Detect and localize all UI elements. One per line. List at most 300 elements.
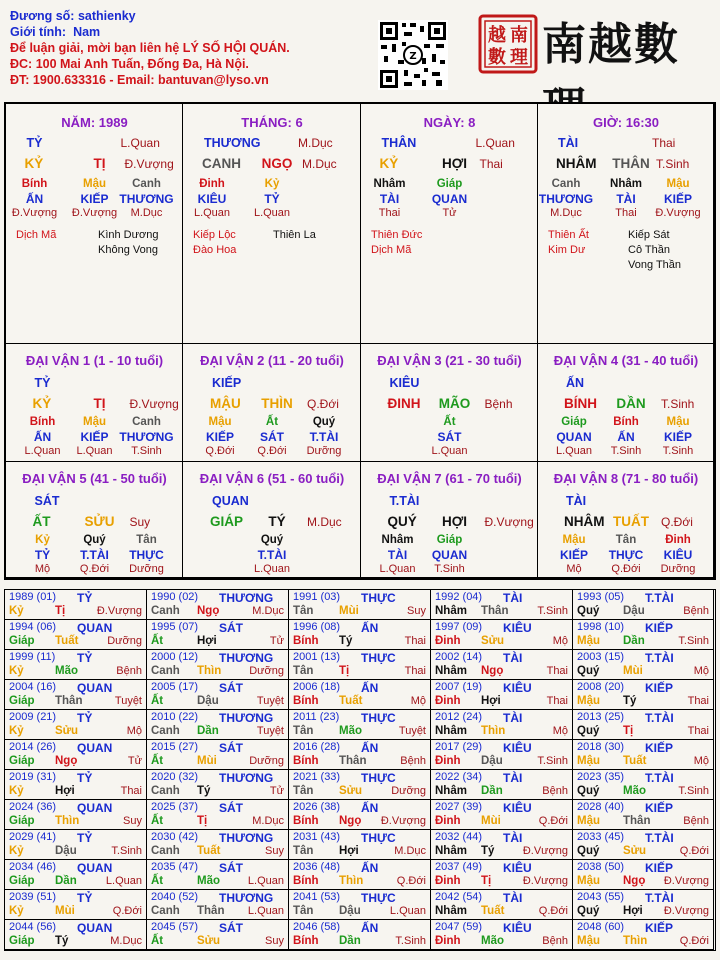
luck-god: QUAN bbox=[212, 494, 249, 508]
year-label: 2003 (15) bbox=[577, 651, 625, 663]
year-god: TỶ bbox=[77, 711, 93, 725]
year-stage: Mộ bbox=[126, 725, 142, 737]
luck-branch: TUẤT bbox=[613, 514, 649, 529]
year-stem: Kỷ bbox=[9, 665, 24, 677]
year-label: 2036 (48) bbox=[293, 861, 341, 873]
year-cell bbox=[147, 770, 289, 800]
hidden-god: ẤN bbox=[25, 192, 44, 206]
year-stage: Đ.Vượng bbox=[380, 815, 426, 827]
star-left: Kiếp Lộc bbox=[193, 229, 236, 241]
year-stage: M.Dục bbox=[394, 845, 426, 857]
year-god: T.TÀI bbox=[645, 891, 674, 905]
year-label: 2030 (42) bbox=[151, 831, 199, 843]
year-stem: Mậu bbox=[577, 755, 600, 767]
year-stage: Đ.Vượng bbox=[96, 605, 142, 617]
year-label: 1997 (09) bbox=[435, 621, 483, 633]
year-stem: Kỷ bbox=[9, 785, 24, 797]
luck-branch: TỊ bbox=[93, 396, 106, 411]
year-label: 1996 (08) bbox=[293, 621, 341, 633]
year-branch: Dậu bbox=[55, 845, 77, 857]
year-stem: Tân bbox=[293, 905, 314, 917]
year-branch: Dậu bbox=[197, 695, 219, 707]
pillar-branch: HỢI bbox=[441, 156, 468, 171]
year-branch: Dậu bbox=[481, 755, 503, 767]
phone-email-line: ĐT: 1900.633316 - Email: bantuvan@lyso.vn bbox=[10, 73, 269, 87]
hidden-god: KIẾP bbox=[80, 192, 109, 206]
luck-state: Bệnh bbox=[484, 397, 513, 411]
year-cell bbox=[289, 590, 431, 620]
pillar-state: M.Dục bbox=[302, 157, 337, 171]
year-stem: Bính bbox=[293, 755, 319, 767]
luck-stem: KỶ bbox=[32, 396, 52, 411]
year-cell bbox=[289, 710, 431, 740]
luck-hidden-stage: T.Sinh bbox=[610, 445, 642, 457]
luck-hidden-stem: Giáp bbox=[561, 416, 587, 428]
year-god: KIÊU bbox=[503, 861, 532, 875]
year-cell bbox=[5, 740, 147, 770]
year-god: SÁT bbox=[219, 861, 243, 875]
gender-value: Nam bbox=[73, 25, 101, 39]
year-cell bbox=[431, 920, 573, 950]
year-cell bbox=[431, 740, 573, 770]
year-god: TÀI bbox=[503, 711, 523, 725]
year-label: 2048 (60) bbox=[577, 921, 625, 933]
pillar-state: T.Sinh bbox=[656, 157, 690, 171]
year-branch: Mùi bbox=[55, 905, 75, 917]
luck-hidden-god: TÀI bbox=[387, 548, 408, 562]
year-stage: Thai bbox=[404, 665, 426, 677]
year-stage: Tử bbox=[269, 635, 284, 647]
year-stage: Dưỡng bbox=[107, 635, 142, 647]
hidden-stem: Canh bbox=[551, 178, 581, 190]
year-god: SÁT bbox=[219, 801, 243, 815]
year-stage: T.Sinh bbox=[678, 785, 709, 797]
year-god: ẤN bbox=[361, 741, 379, 755]
luck-god: TỶ bbox=[34, 376, 51, 390]
year-label: 2019 (31) bbox=[9, 771, 57, 783]
year-label: 2015 (27) bbox=[151, 741, 199, 753]
year-stage: Đ.Vượng bbox=[663, 905, 709, 917]
year-god: T.TÀI bbox=[645, 651, 674, 665]
address-line: ĐC: 100 Mai Anh Tuấn, Đống Đa, Hà Nội. bbox=[10, 57, 249, 71]
year-stem: Quý bbox=[577, 845, 600, 857]
luck-state: Đ.Vượng bbox=[484, 515, 534, 529]
year-stage: T.Sinh bbox=[395, 935, 426, 947]
chart-grid bbox=[4, 102, 716, 580]
year-god: QUAN bbox=[77, 621, 113, 635]
year-stem: Ất bbox=[151, 635, 164, 647]
year-stage: Tuyệt bbox=[256, 695, 284, 707]
year-stem: Canh bbox=[151, 665, 180, 677]
year-stage: T.Sinh bbox=[537, 755, 568, 767]
year-label: 2045 (57) bbox=[151, 921, 199, 933]
luck-cell bbox=[361, 344, 538, 462]
year-branch: Dần bbox=[623, 635, 645, 647]
year-stem: Canh bbox=[151, 725, 180, 737]
year-god: T.TÀI bbox=[645, 771, 674, 785]
year-branch: Hợi bbox=[623, 905, 643, 917]
hidden-stem: Bính bbox=[21, 178, 48, 190]
year-cell bbox=[5, 680, 147, 710]
luck-state: Suy bbox=[129, 515, 151, 529]
yearly-table bbox=[4, 589, 716, 951]
year-branch: Thân bbox=[197, 905, 225, 917]
year-stage: T.Sinh bbox=[111, 845, 142, 857]
year-stage: Thai bbox=[404, 635, 426, 647]
luck-god: T.TÀI bbox=[389, 494, 420, 508]
year-cell bbox=[147, 830, 289, 860]
year-god: KIÊU bbox=[503, 681, 532, 695]
year-god: T.TÀI bbox=[645, 831, 674, 845]
year-branch: Sửu bbox=[55, 725, 79, 737]
year-branch: Dần bbox=[481, 785, 503, 797]
year-stem: Đinh bbox=[435, 935, 461, 947]
year-stage: Bệnh bbox=[683, 605, 709, 617]
luck-hidden-stage: Q.Đới bbox=[611, 563, 641, 575]
year-label: 2017 (29) bbox=[435, 741, 483, 753]
hidden-god: TÀI bbox=[616, 192, 636, 206]
year-god: TÀI bbox=[503, 591, 523, 605]
year-branch: Tuất bbox=[481, 905, 505, 917]
year-cell bbox=[289, 860, 431, 890]
year-branch: Mão bbox=[481, 935, 504, 947]
year-stem: Tân bbox=[293, 845, 314, 857]
luck-state: M.Dục bbox=[307, 515, 342, 529]
year-cell bbox=[289, 920, 431, 950]
year-stage: Đ.Vượng bbox=[663, 875, 709, 887]
year-god: THƯƠNG bbox=[219, 891, 274, 905]
year-cell bbox=[5, 830, 147, 860]
year-cell bbox=[289, 620, 431, 650]
year-label: 1990 (02) bbox=[151, 591, 199, 603]
pillar-cell bbox=[6, 104, 183, 344]
hidden-god: KIÊU bbox=[197, 192, 227, 206]
year-stem: Nhâm bbox=[435, 785, 467, 797]
year-cell bbox=[147, 890, 289, 920]
year-god: THỰC bbox=[361, 651, 396, 665]
year-label: 2022 (34) bbox=[435, 771, 483, 783]
year-god: TỶ bbox=[77, 651, 93, 665]
year-label: 2013 (25) bbox=[577, 711, 625, 723]
year-stage: Tử bbox=[127, 755, 142, 767]
luck-hidden-god: SÁT bbox=[437, 430, 462, 444]
year-label: 2007 (19) bbox=[435, 681, 483, 693]
year-cell bbox=[431, 620, 573, 650]
year-branch: Hợi bbox=[55, 785, 75, 797]
hidden-stage: Đ.Vượng bbox=[655, 207, 701, 219]
year-branch: Hợi bbox=[481, 695, 501, 707]
year-branch: Mão bbox=[339, 725, 362, 737]
year-stem: Kỷ bbox=[9, 725, 24, 737]
luck-stem: ĐINH bbox=[387, 396, 421, 411]
year-god: TỶ bbox=[77, 591, 93, 605]
luck-hidden-stage: Dưỡng bbox=[660, 563, 696, 575]
year-god: THỰC bbox=[361, 711, 396, 725]
year-branch: Ngọ bbox=[623, 875, 646, 887]
pillar-stem: KỶ bbox=[24, 156, 44, 171]
year-cell bbox=[289, 830, 431, 860]
year-stem: Bính bbox=[293, 695, 319, 707]
hidden-god: TỶ bbox=[264, 192, 280, 206]
year-cell bbox=[573, 830, 714, 860]
year-god: KIÊU bbox=[503, 801, 532, 815]
hidden-stage: L.Quan bbox=[253, 207, 291, 219]
year-branch: Tị bbox=[55, 605, 66, 617]
luck-god: KIẾP bbox=[212, 376, 242, 390]
pillar-cell bbox=[361, 104, 538, 344]
year-stem: Kỷ bbox=[9, 605, 24, 617]
year-stage: Thai bbox=[546, 695, 568, 707]
year-label: 2016 (28) bbox=[293, 741, 341, 753]
year-label: 2023 (35) bbox=[577, 771, 625, 783]
year-cell bbox=[573, 740, 714, 770]
luck-god: SÁT bbox=[34, 494, 60, 508]
star-right: Cô Thần bbox=[628, 244, 670, 256]
year-god: SÁT bbox=[219, 621, 243, 635]
luck-hidden-god: QUAN bbox=[431, 548, 468, 562]
year-label: 2005 (17) bbox=[151, 681, 199, 693]
year-branch: Mùi bbox=[481, 815, 501, 827]
year-cell bbox=[573, 650, 714, 680]
luck-branch: TÝ bbox=[268, 514, 286, 529]
year-label: 2042 (54) bbox=[435, 891, 483, 903]
luck-hidden-god: SÁT bbox=[260, 430, 284, 444]
luck-hidden-stage: T.Sinh bbox=[662, 445, 694, 457]
luck-branch: THÌN bbox=[261, 396, 293, 411]
year-branch: Tị bbox=[481, 875, 492, 887]
year-stage: M.Dục bbox=[252, 815, 284, 827]
year-stem: Canh bbox=[151, 905, 180, 917]
year-cell bbox=[147, 650, 289, 680]
luck-hidden-stage: Q.Đới bbox=[79, 563, 110, 575]
svg-text:南: 南 bbox=[510, 25, 528, 46]
year-god: T.TÀI bbox=[645, 591, 674, 605]
year-branch: Thân bbox=[339, 755, 367, 767]
luck-title: ĐẠI VẬN 2 (11 - 20 tuổi) bbox=[200, 353, 344, 368]
hidden-god: TÀI bbox=[379, 192, 400, 206]
year-stage: Q.Đới bbox=[679, 845, 709, 857]
year-god: SÁT bbox=[219, 741, 243, 755]
year-stem: Canh bbox=[151, 605, 180, 617]
year-god: TỶ bbox=[77, 891, 93, 905]
year-stage: Suy bbox=[123, 815, 142, 827]
year-label: 2029 (41) bbox=[9, 831, 57, 843]
luck-title: ĐẠI VẬN 6 (51 - 60 tuổi) bbox=[199, 471, 345, 486]
year-label: 2038 (50) bbox=[577, 861, 625, 873]
luck-stem: ẤT bbox=[32, 514, 51, 529]
year-god: QUAN bbox=[77, 921, 113, 935]
pillar-god-state: L.Quan bbox=[475, 136, 515, 150]
year-branch: Thân bbox=[55, 695, 83, 707]
year-label: 2033 (45) bbox=[577, 831, 625, 843]
year-branch: Hợi bbox=[197, 635, 217, 647]
luck-title: ĐẠI VẬN 4 (31 - 40 tuổi) bbox=[553, 353, 699, 368]
year-branch: Tý bbox=[623, 695, 637, 707]
luck-hidden-god: QUAN bbox=[556, 430, 592, 444]
year-stem: Đinh bbox=[435, 635, 461, 647]
luck-god: KIÊU bbox=[389, 376, 420, 390]
year-stem: Mậu bbox=[577, 635, 600, 647]
year-god: QUAN bbox=[77, 741, 113, 755]
luck-hidden-stem: Đinh bbox=[665, 534, 691, 546]
year-label: 2035 (47) bbox=[151, 861, 199, 873]
luck-hidden-stem: Ất bbox=[265, 416, 279, 428]
year-stage: M.Dục bbox=[110, 935, 142, 947]
luck-cell bbox=[6, 344, 183, 462]
year-god: SÁT bbox=[219, 681, 243, 695]
luck-hidden-stem: Tân bbox=[615, 534, 637, 546]
luck-hidden-stem: Mậu bbox=[83, 416, 106, 428]
year-stage: Dưỡng bbox=[249, 665, 284, 677]
year-branch: Ngọ bbox=[55, 755, 78, 767]
year-label: 2020 (32) bbox=[151, 771, 199, 783]
year-cell bbox=[147, 740, 289, 770]
hidden-stem: Canh bbox=[132, 178, 161, 190]
year-stage: Mộ bbox=[410, 695, 426, 707]
luck-hidden-stem: Bính bbox=[613, 416, 639, 428]
hidden-stage: M.Dục bbox=[130, 207, 163, 219]
luck-cell bbox=[183, 462, 361, 578]
year-god: T.TÀI bbox=[645, 711, 674, 725]
luck-cell bbox=[361, 462, 538, 578]
pillar-stem: NHÂM bbox=[556, 156, 597, 171]
year-cell bbox=[431, 680, 573, 710]
year-stem: Nhâm bbox=[435, 845, 467, 857]
year-cell bbox=[289, 890, 431, 920]
year-branch: Mão bbox=[55, 665, 78, 677]
year-stem: Đinh bbox=[435, 755, 461, 767]
luck-hidden-stem: Quý bbox=[260, 534, 284, 546]
year-branch: Thân bbox=[623, 815, 651, 827]
year-branch: Mão bbox=[623, 785, 646, 797]
year-branch: Tý bbox=[339, 635, 353, 647]
year-stage: Q.Đới bbox=[679, 935, 709, 947]
year-stage: Tuyệt bbox=[114, 695, 142, 707]
year-label: 2002 (14) bbox=[435, 651, 483, 663]
year-stem: Giáp bbox=[9, 935, 35, 947]
year-label: 1995 (07) bbox=[151, 621, 199, 633]
hidden-stage: Thai bbox=[378, 207, 401, 219]
star-right: Thiên La bbox=[273, 229, 316, 241]
hidden-stem: Đinh bbox=[199, 178, 225, 190]
luck-hidden-stem: Bính bbox=[29, 416, 56, 428]
year-cell bbox=[5, 710, 147, 740]
year-branch: Thìn bbox=[481, 725, 506, 737]
year-stem: Giáp bbox=[9, 635, 35, 647]
year-cell bbox=[147, 800, 289, 830]
year-branch: Mùi bbox=[197, 755, 217, 767]
year-branch: Thìn bbox=[197, 665, 222, 677]
luck-branch: SỬU bbox=[84, 514, 115, 529]
year-label: 2011 (23) bbox=[293, 711, 340, 723]
luck-hidden-stem: Canh bbox=[132, 416, 161, 428]
luck-branch: DẦN bbox=[616, 396, 646, 411]
luck-hidden-stem: Nhâm bbox=[381, 534, 414, 546]
luck-cell bbox=[538, 462, 714, 578]
year-stage: Suy bbox=[265, 935, 284, 947]
pillar-state: Đ.Vượng bbox=[124, 157, 174, 171]
pillar-god-state: M.Dục bbox=[298, 136, 333, 150]
svg-text:越: 越 bbox=[488, 25, 506, 46]
luck-title: ĐẠI VẬN 3 (21 - 30 tuổi) bbox=[377, 353, 522, 368]
year-cell bbox=[289, 680, 431, 710]
pillar-god-state: L.Quan bbox=[120, 136, 160, 150]
year-branch: Mùi bbox=[339, 605, 359, 617]
luck-hidden-god: T.TÀI bbox=[257, 548, 287, 562]
luck-hidden-god: THƯƠNG bbox=[119, 430, 174, 444]
year-branch: Tị bbox=[197, 815, 208, 827]
year-stage: Tử bbox=[269, 785, 284, 797]
luck-hidden-stem: Tân bbox=[136, 534, 157, 546]
year-stem: Giáp bbox=[9, 815, 35, 827]
qr-code-icon bbox=[378, 20, 448, 90]
year-stage: M.Dục bbox=[252, 605, 284, 617]
star-left: Thiên Ất bbox=[548, 229, 589, 241]
year-god: QUAN bbox=[77, 801, 113, 815]
pillar-title: NĂM: 1989 bbox=[61, 115, 128, 130]
year-branch: Ngọ bbox=[481, 665, 504, 677]
luck-stem: BÍNH bbox=[564, 396, 597, 411]
pillar-title: NGÀY: 8 bbox=[423, 115, 476, 130]
year-cell bbox=[431, 770, 573, 800]
luck-hidden-god: KIÊU bbox=[663, 548, 693, 562]
year-stage: Mộ bbox=[693, 665, 709, 677]
year-branch: Dậu bbox=[339, 905, 361, 917]
year-branch: Mùi bbox=[623, 665, 643, 677]
luck-hidden-god: TỶ bbox=[34, 548, 51, 562]
luck-state: Q.Đới bbox=[307, 397, 339, 411]
luck-god: TÀI bbox=[566, 494, 587, 508]
year-stage: Thai bbox=[120, 785, 142, 797]
year-stem: Ất bbox=[151, 935, 164, 947]
year-label: 2024 (36) bbox=[9, 801, 57, 813]
year-label: 2001 (13) bbox=[293, 651, 341, 663]
year-label: 2014 (26) bbox=[9, 741, 57, 753]
year-stage: T.Sinh bbox=[678, 635, 709, 647]
year-stage: Tuyệt bbox=[398, 725, 426, 737]
year-god: KIẾP bbox=[645, 801, 674, 815]
svg-text:數: 數 bbox=[488, 47, 506, 68]
year-branch: Thân bbox=[481, 605, 509, 617]
luck-stem: GIÁP bbox=[210, 514, 244, 529]
year-stage: Suy bbox=[265, 845, 284, 857]
luck-title: ĐẠI VẬN 7 (61 - 70 tuổi) bbox=[377, 471, 522, 486]
year-stage: L.Quan bbox=[247, 875, 284, 887]
luck-state: T.Sinh bbox=[661, 397, 695, 411]
year-cell bbox=[147, 710, 289, 740]
luck-hidden-god: ẤN bbox=[33, 430, 52, 444]
year-label: 1993 (05) bbox=[577, 591, 625, 603]
year-god: TÀI bbox=[503, 771, 523, 785]
luck-title: ĐẠI VẬN 1 (1 - 10 tuổi) bbox=[25, 353, 164, 368]
year-god: THƯƠNG bbox=[219, 831, 274, 845]
hidden-stage: Tử bbox=[442, 207, 457, 219]
luck-hidden-stage: L.Quan bbox=[24, 445, 61, 457]
hidden-stage: Thai bbox=[615, 207, 637, 219]
year-label: 2043 (55) bbox=[577, 891, 625, 903]
year-branch: Dần bbox=[339, 935, 361, 947]
year-god: THỰC bbox=[361, 771, 396, 785]
year-branch: Tị bbox=[623, 725, 634, 737]
year-stage: Mộ bbox=[552, 725, 568, 737]
hidden-stem: Mậu bbox=[83, 178, 106, 190]
year-stage: Dưỡng bbox=[249, 755, 284, 767]
year-stem: Mậu bbox=[577, 875, 600, 887]
pillar-god: THƯƠNG bbox=[204, 136, 261, 150]
year-stem: Quý bbox=[577, 905, 600, 917]
year-stem: Giáp bbox=[9, 755, 35, 767]
year-cell bbox=[573, 590, 714, 620]
